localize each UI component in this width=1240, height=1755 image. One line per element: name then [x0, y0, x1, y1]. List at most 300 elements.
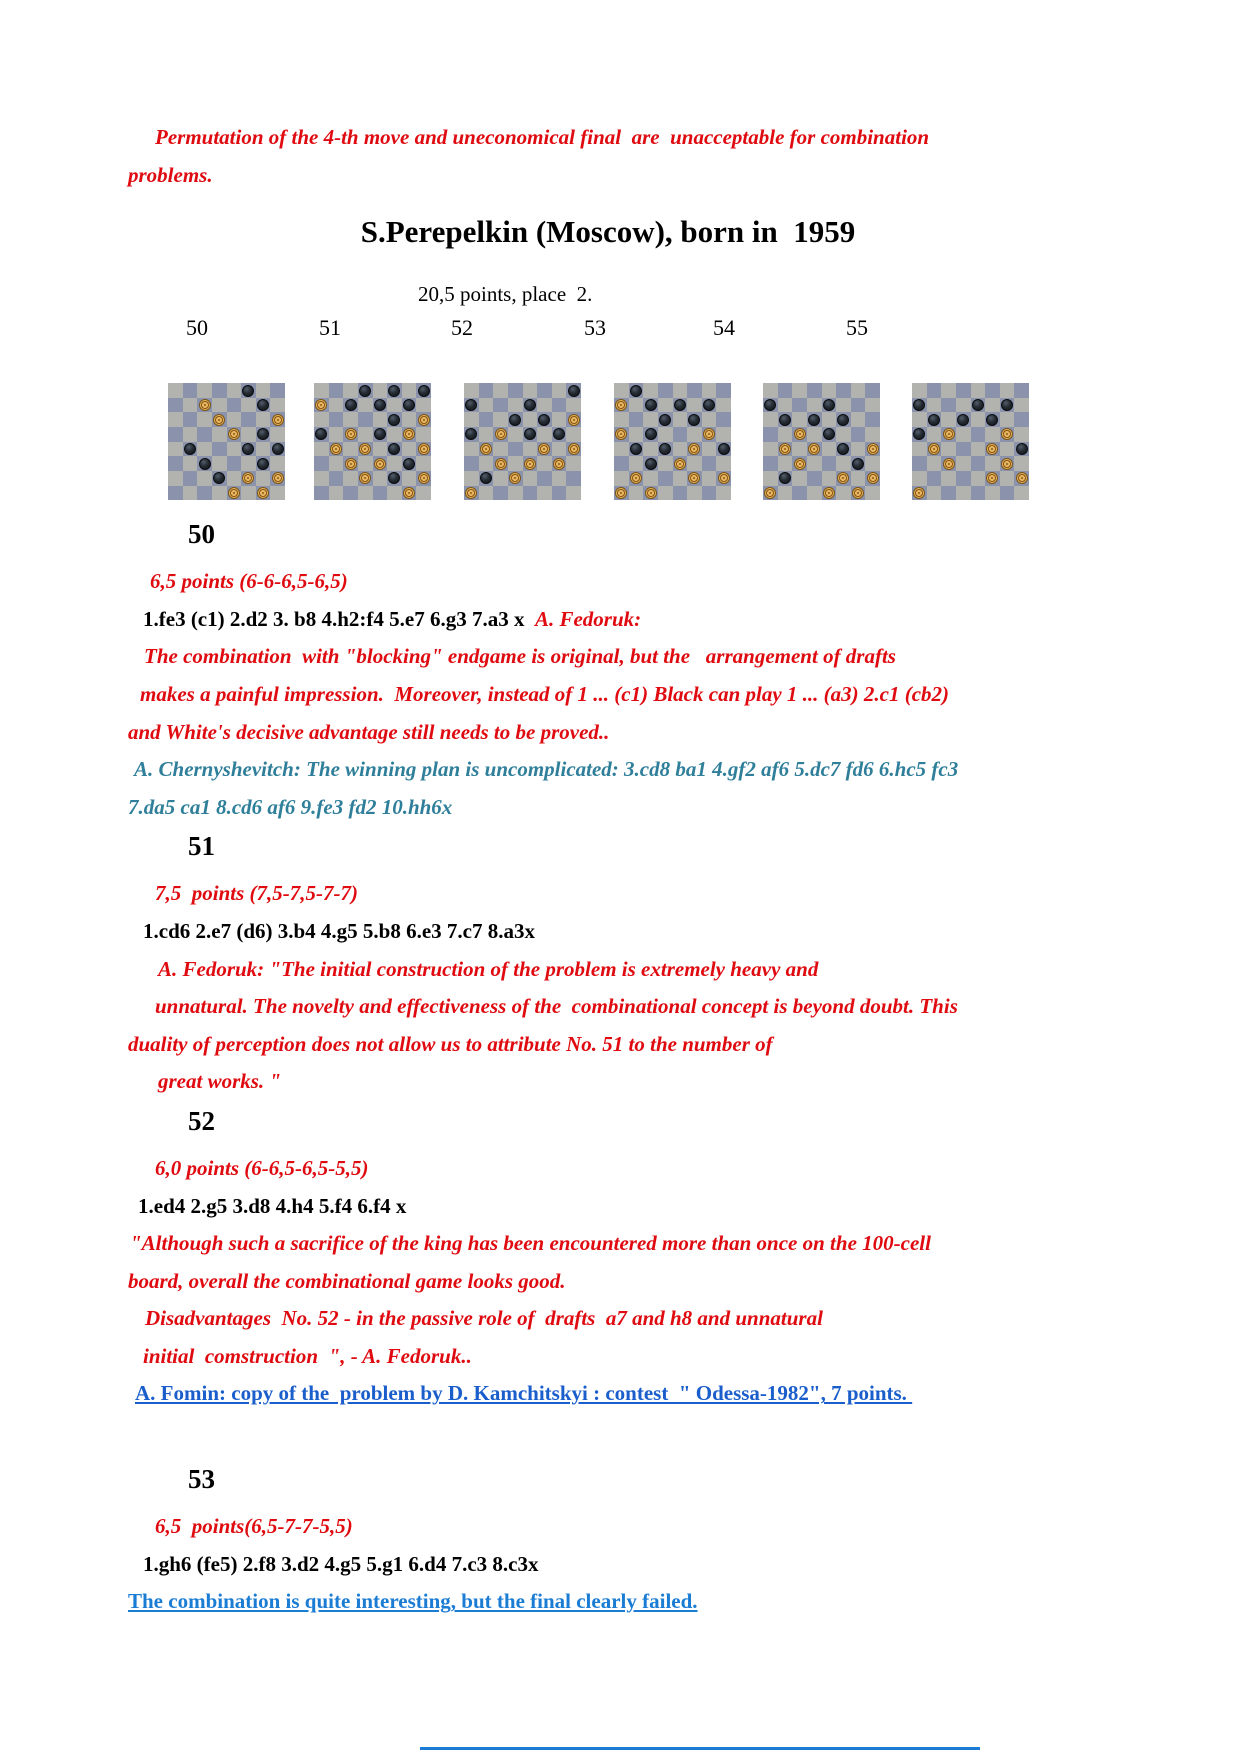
board-square — [985, 486, 1000, 501]
board-square — [956, 442, 971, 457]
black-draughts-piece — [1001, 399, 1013, 411]
board-square — [464, 427, 479, 442]
board-label-53: 53 — [584, 315, 606, 341]
white-draughts-piece — [465, 487, 477, 499]
board-square — [778, 442, 793, 457]
white-draughts-piece — [943, 428, 955, 440]
board-square — [387, 427, 402, 442]
board-square — [941, 427, 956, 442]
board-square — [836, 412, 851, 427]
black-draughts-piece — [213, 472, 225, 484]
board-square — [716, 427, 731, 442]
board-square — [314, 412, 329, 427]
board-square — [416, 456, 431, 471]
board-square — [168, 486, 183, 501]
moves-text: 1.fe3 (c1) 2.d2 3. b8 4.h2:f4 5.e7 6.g3 7.a3 x — [143, 606, 535, 631]
board-square — [464, 442, 479, 457]
board-square — [778, 398, 793, 413]
white-draughts-piece — [718, 472, 730, 484]
board-square — [865, 471, 880, 486]
board-square — [416, 471, 431, 486]
black-draughts-piece — [703, 399, 715, 411]
board-square — [822, 398, 837, 413]
board-square — [643, 383, 658, 398]
board-square — [673, 486, 688, 501]
board-label-54: 54 — [713, 315, 735, 341]
text-line — [0, 1300, 1240, 1338]
board-square — [614, 442, 629, 457]
board-square — [343, 442, 358, 457]
black-draughts-piece — [568, 385, 580, 397]
board-square — [402, 486, 417, 501]
board-square — [1014, 398, 1029, 413]
board-square — [763, 383, 778, 398]
board-square — [373, 383, 388, 398]
board-square — [552, 471, 567, 486]
board-square — [851, 412, 866, 427]
board-square — [537, 412, 552, 427]
board-square — [927, 442, 942, 457]
board-square — [792, 442, 807, 457]
white-draughts-piece — [615, 399, 627, 411]
white-draughts-piece — [495, 458, 507, 470]
checkers-board-50 — [168, 383, 285, 500]
board-square — [851, 471, 866, 486]
white-draughts-piece — [703, 428, 715, 440]
board-square — [537, 398, 552, 413]
board-square — [566, 471, 581, 486]
board-square — [537, 383, 552, 398]
board-square — [197, 442, 212, 457]
board-square — [956, 427, 971, 442]
board-square — [197, 412, 212, 427]
board-square — [493, 486, 508, 501]
board-square — [912, 456, 927, 471]
black-draughts-piece — [630, 443, 642, 455]
board-label-55: 55 — [846, 315, 868, 341]
white-draughts-piece — [779, 443, 791, 455]
board-square — [197, 398, 212, 413]
board-square — [343, 412, 358, 427]
board-square — [493, 398, 508, 413]
white-draughts-piece — [242, 472, 254, 484]
board-square — [673, 456, 688, 471]
black-draughts-piece — [480, 472, 492, 484]
board-square — [822, 471, 837, 486]
text-line — [0, 1063, 1240, 1101]
white-draughts-piece — [345, 428, 357, 440]
board-square — [197, 383, 212, 398]
white-draughts-piece — [538, 443, 550, 455]
board-square — [912, 412, 927, 427]
board-square — [629, 471, 644, 486]
text-line — [0, 951, 1240, 989]
board-square — [822, 486, 837, 501]
board-square — [985, 427, 1000, 442]
white-draughts-piece — [688, 472, 700, 484]
board-square — [566, 427, 581, 442]
board-square — [343, 427, 358, 442]
board-square — [416, 427, 431, 442]
board-square — [197, 456, 212, 471]
board-square — [792, 412, 807, 427]
board-square — [687, 398, 702, 413]
board-square — [227, 412, 242, 427]
board-square — [702, 486, 717, 501]
board-square — [971, 442, 986, 457]
board-square — [168, 383, 183, 398]
board-square — [183, 471, 198, 486]
comment-text: A. Fedoruk: "The initial construction of the problem is extremely heavy and — [158, 956, 819, 981]
black-draughts-piece — [524, 428, 536, 440]
board-square — [836, 427, 851, 442]
board-square — [183, 412, 198, 427]
comment-text: 7,5 points (7,5-7,5-7-7) — [155, 881, 358, 906]
board-square — [716, 383, 731, 398]
board-square — [227, 442, 242, 457]
black-draughts-piece — [199, 458, 211, 470]
board-square — [373, 471, 388, 486]
board-square — [985, 412, 1000, 427]
black-draughts-piece — [779, 472, 791, 484]
board-square — [927, 383, 942, 398]
section-heading-53: 53 — [188, 1464, 215, 1495]
board-square — [1000, 486, 1015, 501]
board-square — [985, 442, 1000, 457]
board-square — [402, 427, 417, 442]
white-draughts-piece — [330, 443, 342, 455]
board-square — [614, 412, 629, 427]
black-draughts-piece — [928, 414, 940, 426]
board-square — [566, 486, 581, 501]
black-draughts-piece — [524, 399, 536, 411]
board-square — [241, 383, 256, 398]
board-square — [523, 442, 538, 457]
page-title: S.Perepelkin (Moscow), born in 1959 — [360, 214, 856, 250]
board-square — [402, 456, 417, 471]
board-square — [985, 383, 1000, 398]
board-square — [763, 456, 778, 471]
board-square — [508, 442, 523, 457]
board-square — [941, 383, 956, 398]
black-draughts-piece — [972, 399, 984, 411]
board-square — [629, 398, 644, 413]
board-square — [227, 427, 242, 442]
board-square — [358, 383, 373, 398]
board-square — [314, 456, 329, 471]
board-square — [941, 471, 956, 486]
board-square — [314, 442, 329, 457]
board-square — [763, 398, 778, 413]
white-draughts-piece — [928, 443, 940, 455]
board-square — [270, 471, 285, 486]
board-square — [716, 442, 731, 457]
comment-text: duality of perception does not allow us to attribute No. 51 to the number of — [128, 1031, 773, 1056]
board-square — [270, 383, 285, 398]
board-square — [807, 427, 822, 442]
white-draughts-piece — [272, 472, 284, 484]
comment-text: The combination with "blocking" endgame is original, but the arrangement of drafts — [144, 644, 896, 669]
board-square — [1014, 427, 1029, 442]
comment-text: A. Fedoruk: — [534, 606, 642, 631]
board-square — [508, 412, 523, 427]
moves-text: 1.gh6 (fe5) 2.f8 3.d2 4.g5 5.g1 6.d4 7.c3 8.c3x — [143, 1551, 539, 1576]
comment-text: Disadvantages No. 52 - in the passive role of drafts a7 and h8 and unnatural — [145, 1306, 823, 1331]
text-line — [0, 601, 1240, 639]
white-draughts-piece — [986, 443, 998, 455]
black-draughts-piece — [403, 458, 415, 470]
white-draughts-piece — [403, 428, 415, 440]
board-square — [941, 442, 956, 457]
board-square — [387, 412, 402, 427]
text-line — [0, 1583, 1240, 1621]
board-square — [508, 486, 523, 501]
board-square — [836, 383, 851, 398]
white-draughts-piece — [359, 472, 371, 484]
board-square — [912, 383, 927, 398]
board-square — [851, 398, 866, 413]
white-draughts-piece — [764, 487, 776, 499]
board-square — [343, 486, 358, 501]
board-square — [212, 486, 227, 501]
comment-link[interactable]: A. Fomin: copy of the problem by D. Kamchitskyi : contest " Odessa-1982", 7 points. — [135, 1381, 913, 1406]
board-square — [807, 383, 822, 398]
board-square — [687, 456, 702, 471]
board-square — [402, 471, 417, 486]
black-draughts-piece — [388, 443, 400, 455]
board-square — [493, 471, 508, 486]
board-square — [464, 398, 479, 413]
board-square — [168, 412, 183, 427]
board-square — [508, 456, 523, 471]
comment-text: makes a painful impression. Moreover, instead of 1 ... (c1) Black can play 1 ... (a3) 2.c1 (cb2) — [140, 681, 950, 706]
board-square — [552, 486, 567, 501]
board-square — [792, 427, 807, 442]
board-square — [479, 398, 494, 413]
board-square — [168, 442, 183, 457]
board-square — [702, 412, 717, 427]
black-draughts-piece — [659, 414, 671, 426]
board-square — [629, 412, 644, 427]
board-square — [479, 456, 494, 471]
comment-text: initial comstruction ", - A. Fedoruk.. — [143, 1343, 472, 1368]
board-square — [373, 398, 388, 413]
board-square — [956, 412, 971, 427]
board-square — [523, 486, 538, 501]
white-draughts-piece — [480, 443, 492, 455]
text-line — [0, 638, 1240, 676]
board-square — [716, 471, 731, 486]
board-square — [865, 442, 880, 457]
board-square — [416, 412, 431, 427]
board-square — [614, 471, 629, 486]
board-square — [673, 471, 688, 486]
white-draughts-piece — [374, 458, 386, 470]
board-square — [778, 486, 793, 501]
checkers-board-54 — [763, 383, 880, 500]
board-square — [168, 398, 183, 413]
board-square — [941, 456, 956, 471]
board-square — [614, 486, 629, 501]
board-square — [212, 398, 227, 413]
white-draughts-piece — [199, 399, 211, 411]
board-square — [343, 398, 358, 413]
text-line — [0, 1338, 1240, 1376]
white-draughts-piece — [228, 428, 240, 440]
board-square — [763, 442, 778, 457]
board-square — [314, 427, 329, 442]
board-square — [552, 442, 567, 457]
board-square — [212, 471, 227, 486]
board-square — [493, 456, 508, 471]
board-square — [479, 427, 494, 442]
board-square — [927, 398, 942, 413]
board-square — [373, 456, 388, 471]
board-square — [658, 427, 673, 442]
board-square — [566, 398, 581, 413]
black-draughts-piece — [465, 428, 477, 440]
board-square — [822, 442, 837, 457]
board-square — [778, 383, 793, 398]
board-square — [416, 398, 431, 413]
board-square — [387, 456, 402, 471]
board-square — [402, 412, 417, 427]
board-square — [552, 427, 567, 442]
board-square — [985, 398, 1000, 413]
judge-comment-text: 7.da5 ca1 8.cd6 af6 9.fe3 fd2 10.hh6x — [128, 794, 453, 819]
board-square — [807, 442, 822, 457]
board-square — [358, 456, 373, 471]
board-square — [241, 427, 256, 442]
board-square — [702, 456, 717, 471]
white-draughts-piece — [794, 458, 806, 470]
text-line — [0, 913, 1240, 951]
board-square — [479, 442, 494, 457]
black-draughts-piece — [359, 385, 371, 397]
board-square — [865, 412, 880, 427]
board-square — [329, 427, 344, 442]
board-square — [687, 486, 702, 501]
board-square — [778, 412, 793, 427]
board-square — [314, 398, 329, 413]
board-square — [658, 456, 673, 471]
white-draughts-piece — [986, 472, 998, 484]
black-draughts-piece — [465, 399, 477, 411]
board-square — [836, 471, 851, 486]
board-square — [614, 398, 629, 413]
checkers-board-55 — [912, 383, 1029, 500]
board-square — [643, 442, 658, 457]
board-square — [183, 456, 198, 471]
board-square — [373, 427, 388, 442]
board-square — [270, 456, 285, 471]
section-heading-52: 52 — [188, 1105, 215, 1136]
board-square — [256, 486, 271, 501]
moves-text: 1.cd6 2.e7 (d6) 3.b4 4.g5 5.b8 6.e3 7.c7 8.a3x — [143, 918, 535, 943]
board-square — [241, 471, 256, 486]
board-square — [212, 383, 227, 398]
white-draughts-piece — [630, 472, 642, 484]
board-square — [927, 471, 942, 486]
board-square — [241, 412, 256, 427]
board-square — [836, 398, 851, 413]
board-square — [956, 456, 971, 471]
black-draughts-piece — [764, 399, 776, 411]
board-square — [197, 471, 212, 486]
white-draughts-piece — [913, 487, 925, 499]
board-labels-row — [0, 313, 1240, 343]
board-square — [241, 486, 256, 501]
board-square — [702, 442, 717, 457]
board-square — [1000, 442, 1015, 457]
board-square — [822, 383, 837, 398]
text-line — [0, 1546, 1240, 1584]
comment-text: 6,5 points(6,5-7-7-5,5) — [155, 1514, 353, 1539]
board-square — [183, 442, 198, 457]
board-square — [343, 383, 358, 398]
board-square — [971, 456, 986, 471]
page-subtitle: 20,5 points, place 2. — [418, 282, 593, 307]
board-square — [702, 427, 717, 442]
board-square — [971, 398, 986, 413]
black-draughts-piece — [388, 385, 400, 397]
white-draughts-piece — [808, 443, 820, 455]
text-line — [0, 714, 1240, 752]
board-square — [792, 486, 807, 501]
intro-text: Permutation of the 4-th move and uneconomical final are unacceptable for combination — [155, 125, 930, 149]
board-square — [927, 456, 942, 471]
board-square — [212, 442, 227, 457]
board-square — [402, 398, 417, 413]
text-line — [0, 1026, 1240, 1064]
board-square — [912, 442, 927, 457]
board-square — [865, 486, 880, 501]
board-square — [687, 412, 702, 427]
board-square — [1014, 442, 1029, 457]
board-square — [807, 398, 822, 413]
white-draughts-piece — [403, 487, 415, 499]
black-draughts-piece — [374, 428, 386, 440]
board-square — [912, 471, 927, 486]
board-square — [687, 442, 702, 457]
board-square — [358, 442, 373, 457]
board-square — [329, 442, 344, 457]
comment-link[interactable]: The combination is quite interesting, but the final clearly failed. — [128, 1589, 698, 1614]
board-square — [971, 412, 986, 427]
board-square — [836, 442, 851, 457]
board-square — [822, 427, 837, 442]
board-square — [822, 412, 837, 427]
judge-comment-text: A. Chernyshevitch: The winning plan is uncomplicated: 3.cd8 ba1 4.gf2 af6 5.dc7 fd6 6.hc5 fc3 — [134, 757, 959, 782]
black-draughts-piece — [257, 428, 269, 440]
board-square — [956, 383, 971, 398]
board-square — [537, 486, 552, 501]
board-square — [552, 383, 567, 398]
board-square — [792, 456, 807, 471]
black-draughts-piece — [986, 414, 998, 426]
board-square — [227, 486, 242, 501]
board-square — [912, 398, 927, 413]
board-square — [183, 398, 198, 413]
board-square — [956, 486, 971, 501]
board-square — [643, 486, 658, 501]
board-square — [227, 383, 242, 398]
board-square — [479, 471, 494, 486]
board-square — [387, 471, 402, 486]
board-square — [493, 442, 508, 457]
text-line — [0, 676, 1240, 714]
board-square — [358, 427, 373, 442]
